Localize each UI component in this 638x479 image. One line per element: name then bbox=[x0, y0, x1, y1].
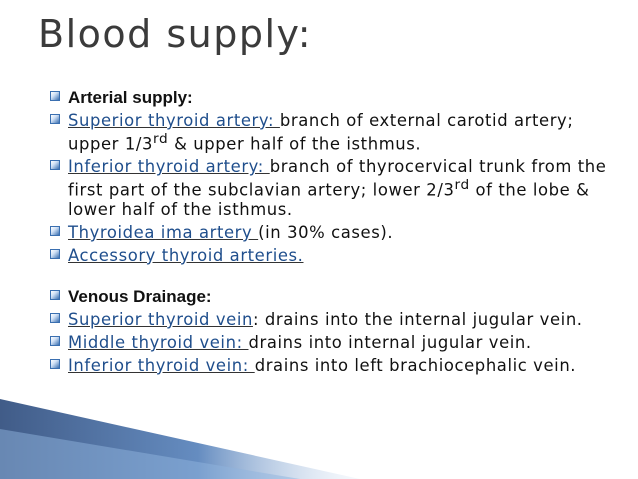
superscript: rd bbox=[454, 177, 470, 194]
list-item bbox=[48, 111, 608, 153]
term-link: Superior thyroid vein bbox=[68, 309, 253, 329]
item-text: (in 30% cases). bbox=[258, 222, 394, 242]
decorative-corner-wedge bbox=[0, 399, 360, 479]
item-text: drains into left brachiocephalic vein. bbox=[254, 355, 577, 375]
term-link: Inferior thyroid artery: bbox=[68, 157, 270, 177]
term-link: Superior thyroid artery: bbox=[68, 111, 280, 130]
list-item bbox=[48, 223, 608, 242]
item-text: drains into internal jugular vein. bbox=[248, 332, 532, 352]
superscript: rd bbox=[153, 131, 169, 147]
checkbox-bullet-icon bbox=[50, 114, 60, 124]
section-heading: Venous Drainage: bbox=[68, 286, 212, 306]
term-link: Thyroidea ima artery bbox=[68, 222, 259, 242]
section-heading: Arterial supply: bbox=[68, 88, 193, 107]
item-text: branch of external carotid artery; upper 1/3 bbox=[68, 111, 574, 154]
checkbox-bullet-icon bbox=[50, 290, 60, 300]
term-link: Inferior thyroid vein: bbox=[68, 355, 255, 375]
list-item-venous-heading bbox=[48, 287, 608, 306]
checkbox-bullet-icon bbox=[50, 226, 60, 236]
term-link: Middle thyroid vein: bbox=[68, 332, 249, 352]
checkbox-bullet-icon bbox=[50, 160, 60, 170]
item-text: of the lobe & lower half of the isthmus. bbox=[68, 180, 590, 219]
checkbox-bullet-icon bbox=[50, 359, 60, 369]
checkbox-bullet-icon bbox=[50, 336, 60, 346]
slide-title: Blood supply: bbox=[38, 12, 313, 56]
item-text: & upper half of the isthmus. bbox=[168, 134, 422, 154]
list-item bbox=[48, 157, 608, 218]
checkbox-bullet-icon bbox=[50, 313, 60, 323]
list-item bbox=[48, 310, 608, 329]
slide-content bbox=[48, 88, 608, 379]
list-item bbox=[48, 356, 608, 375]
list-item bbox=[48, 246, 608, 265]
item-text: branch of thyrocervical trunk from the first part of the subclavian artery; lower 2/3 bbox=[68, 157, 607, 200]
term-link: Accessory thyroid arteries. bbox=[68, 245, 304, 265]
list-item bbox=[48, 333, 608, 352]
item-text: : drains into the internal jugular vein. bbox=[252, 309, 583, 329]
checkbox-bullet-icon bbox=[50, 249, 60, 259]
list-item-arterial-heading bbox=[48, 88, 608, 107]
checkbox-bullet-icon bbox=[50, 91, 60, 101]
